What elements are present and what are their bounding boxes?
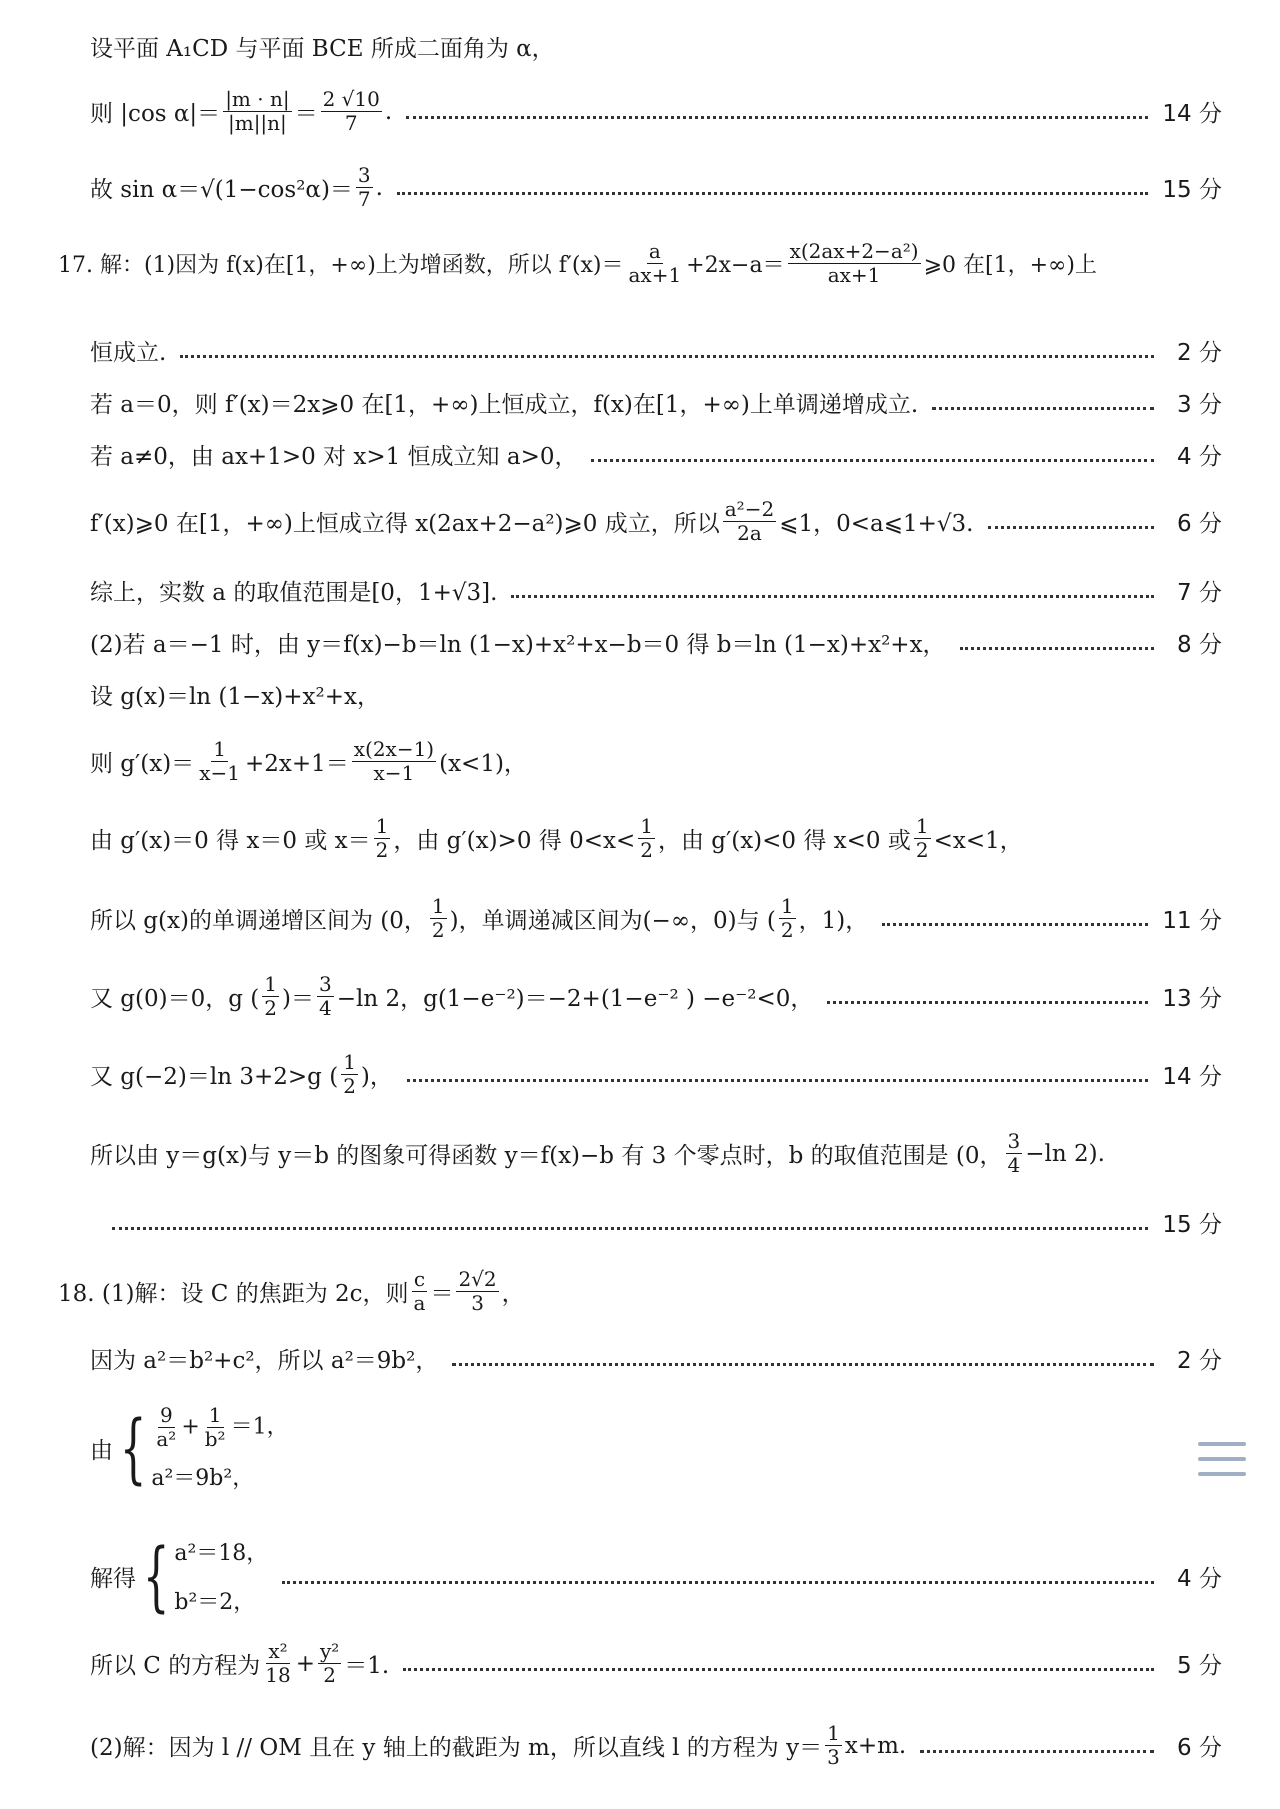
line-19 <box>58 1268 1222 1315</box>
post: . <box>384 98 393 125</box>
fraction-1: $\frac{\text{x²}}{18}$ <box>265 1639 291 1687</box>
leader-dots <box>406 116 1148 119</box>
fraction: $\frac{3}{7}$ <box>357 163 371 211</box>
mid: ＝ <box>294 101 318 127</box>
line-04 <box>58 240 1222 287</box>
line-23 <box>90 1640 1222 1687</box>
leader-dots <box>511 595 1154 598</box>
text: 因为 a²＝b²+c²，所以 a²＝9b²， <box>90 1348 439 1374</box>
mid: )＝ <box>282 986 314 1012</box>
post: −ln 2). <box>1025 1140 1105 1167</box>
fraction-2: $\frac{3}{4}$ <box>318 972 332 1020</box>
line-24 <box>90 1722 1222 1769</box>
mid: )，单调递减区间为(−∞，0)与 ( <box>449 908 776 934</box>
line-15 <box>90 973 1222 1020</box>
post: (x<1)， <box>439 751 527 777</box>
fraction-1: $\frac{1}{2}$ <box>375 814 389 862</box>
leader-dots <box>112 1227 1148 1230</box>
mid: +2x−a＝ <box>686 253 785 278</box>
score: 15 分 <box>1162 177 1222 203</box>
post: −ln 2，g(1−e⁻²)＝−2+(1−e⁻² ) −e⁻²<0， <box>336 986 814 1012</box>
post: )， <box>360 1064 393 1090</box>
text: 若 a＝0，则 f′(x)＝2x⩾0 在[1，+∞)上恒成立，f(x)在[1，+∞)上单调递增成立. <box>90 392 919 418</box>
pre: 则 |cos α|＝ <box>90 101 221 127</box>
leader-dots <box>397 192 1148 195</box>
fraction-3: $\frac{1}{2}$ <box>915 814 929 862</box>
post: ⩾0 在[1，+∞)上 <box>923 253 1097 278</box>
leader-dots <box>180 355 1154 358</box>
pre: 所以由 y＝g(x)与 y＝b 的图象可得函数 y＝f(x)−b 有 3 个零点时，b 的取值范围是 (0， <box>90 1143 1003 1169</box>
fraction: $\frac{\text{a²−2}}{2a}$ <box>724 497 775 545</box>
pre: 解得 <box>90 1565 136 1592</box>
system-row-2: b²＝2， <box>174 1590 256 1615</box>
fraction: $\frac{1}{3}$ <box>827 1721 840 1769</box>
post: ⩽1，0<a⩽1+√3. <box>779 511 974 537</box>
post: . <box>375 174 383 201</box>
score: 3 分 <box>1177 392 1222 418</box>
post: ＝1. <box>344 1653 390 1679</box>
leader-dots <box>988 526 1155 529</box>
line-14 <box>90 895 1222 942</box>
fraction-2: $\frac{x(2x-1)}{x-1}$ <box>353 737 435 785</box>
line-08 <box>90 498 1222 545</box>
score: 5 分 <box>1177 1653 1222 1679</box>
text: 设 g(x)＝ln (1−x)+x²+x， <box>90 684 380 710</box>
leader-dots <box>407 1079 1149 1082</box>
score: 4 分 <box>1177 444 1222 470</box>
fraction: $\frac{3}{4}$ <box>1007 1129 1021 1177</box>
system-row-1: $\frac{9}{\text{a²}}$ + $\frac{1}{\text{b²}}$ ＝1， <box>156 1403 289 1451</box>
leader-dots <box>827 1001 1148 1004</box>
equation-system <box>113 1404 289 1492</box>
post: x+m. <box>844 1732 907 1759</box>
line-11 <box>90 678 1222 711</box>
score: 15 分 <box>1162 1212 1222 1238</box>
fraction-2: $\frac{\text{y²}}{2}$ <box>319 1639 340 1687</box>
menu-icon[interactable] <box>1198 1442 1246 1488</box>
score: 2 分 <box>1177 340 1222 366</box>
text: 综上，实数 a 的取值范围是[0，1+√3]. <box>90 580 498 606</box>
leader-dots <box>960 647 1154 650</box>
text: (2)若 a＝−1 时，由 y＝f(x)−b＝ln (1−x)+x²+x−b＝0 得 b＝ln (1−x)+x²+x， <box>90 632 946 658</box>
pre: 所以 C 的方程为 <box>90 1653 261 1679</box>
line-18 <box>112 1206 1222 1239</box>
line-13 <box>90 815 1222 862</box>
pre: 18. (1)解：设 C 的焦距为 2c，则 <box>58 1281 409 1307</box>
post: ，1)， <box>798 908 869 934</box>
pre: f′(x)⩾0 在[1，+∞)上恒成立得 x(2ax+2−a²)⩾0 成立，所以 <box>90 511 720 537</box>
score: 6 分 <box>1177 511 1222 537</box>
score: 11 分 <box>1162 908 1222 934</box>
line-02 <box>90 88 1222 135</box>
pre: 故 sin α＝√(1−cos²α)＝ <box>90 177 353 203</box>
fraction-2: $\frac{1}{2}$ <box>640 814 653 862</box>
line-22 <box>90 1531 1222 1620</box>
leader-dots <box>282 1581 1154 1584</box>
leader-dots <box>403 1668 1154 1671</box>
score: 7 分 <box>1177 580 1222 606</box>
pre: 则 g′(x)＝ <box>90 751 195 777</box>
mid-2: ，由 g′(x)<0 得 x<0 或 <box>657 828 911 854</box>
pre: 由 <box>90 1437 113 1464</box>
fraction-2: $\frac{2√2}{3}$ <box>458 1267 497 1315</box>
fraction-1: $\frac{|m \cdot n|}{|m||n|}$ <box>225 87 290 135</box>
pre: 由 g′(x)＝0 得 x＝0 或 x＝ <box>90 828 371 854</box>
system-row-1: a²＝18， <box>174 1541 269 1566</box>
score: 4 分 <box>1177 1565 1222 1592</box>
text: 若 a≠0，由 ax+1>0 对 x>1 恒成立知 a>0， <box>90 444 578 470</box>
line-07 <box>90 438 1222 471</box>
leader-dots <box>920 1750 1154 1753</box>
line-21 <box>90 1404 1222 1492</box>
pre: 又 g(0)＝0，g ( <box>90 986 260 1012</box>
brace: { <box>142 1531 170 1620</box>
equation-system <box>136 1531 269 1620</box>
pre: 所以 g(x)的单调递增区间为 (0， <box>90 908 427 934</box>
line-06 <box>90 386 1222 419</box>
fraction-2: $\frac{1}{2}$ <box>780 894 794 942</box>
score: 13 分 <box>1162 986 1222 1012</box>
text: 设平面 A₁CD 与平面 BCE 所成二面角为 α， <box>90 36 555 62</box>
line-20 <box>90 1342 1222 1375</box>
pre: 17. 解：(1)因为 f(x)在[1，+∞)上为增函数，所以 f′(x)＝ <box>58 253 624 278</box>
mid: ，由 g′(x)>0 得 0<x< <box>393 828 636 854</box>
line-10 <box>90 626 1222 659</box>
fraction-1: $\frac{1}{x-1}$ <box>199 737 240 785</box>
pre: 又 g(−2)＝ln 3+2>g ( <box>90 1064 339 1090</box>
post: <x<1， <box>933 828 1023 854</box>
line-17 <box>90 1130 1222 1177</box>
leader-dots <box>591 459 1154 462</box>
system-row-2: a²＝9b²， <box>151 1466 255 1491</box>
leader-dots <box>452 1363 1154 1366</box>
score: 8 分 <box>1177 632 1222 658</box>
fraction-2: $\frac{\text{x(2ax+2−a²)}}{ax+1}$ <box>789 239 919 287</box>
mid: +2x+1＝ <box>244 751 349 777</box>
fraction-1: $\frac{1}{2}$ <box>264 972 277 1020</box>
fraction-1: $\frac{c}{a}$ <box>413 1267 426 1315</box>
leader-dots <box>932 407 1154 410</box>
text: 恒成立. <box>90 340 167 366</box>
line-16 <box>90 1051 1222 1098</box>
fraction: $\frac{1}{2}$ <box>343 1050 356 1098</box>
brace: { <box>119 1403 147 1492</box>
mid: + <box>295 1650 315 1677</box>
score: 2 分 <box>1177 1348 1222 1374</box>
fraction-2: $\frac{2 √10}{7}$ <box>322 87 380 135</box>
score: 14 分 <box>1162 101 1222 127</box>
line-03 <box>90 164 1222 211</box>
score: 14 分 <box>1162 1064 1222 1090</box>
fraction-1: $\frac{a}{ax+1}$ <box>628 239 682 287</box>
fraction-1: $\frac{1}{2}$ <box>431 894 445 942</box>
line-05 <box>90 334 1222 367</box>
line-09 <box>90 574 1222 607</box>
line-12 <box>90 738 1222 785</box>
pre: (2)解：因为 l // OM 且在 y 轴上的截距为 m，所以直线 l 的方程为 y＝ <box>90 1735 823 1761</box>
leader-dots <box>882 923 1148 926</box>
score: 6 分 <box>1177 1735 1222 1761</box>
post: ， <box>501 1281 525 1307</box>
line-01 <box>90 30 1222 63</box>
mid: ＝ <box>430 1281 454 1307</box>
